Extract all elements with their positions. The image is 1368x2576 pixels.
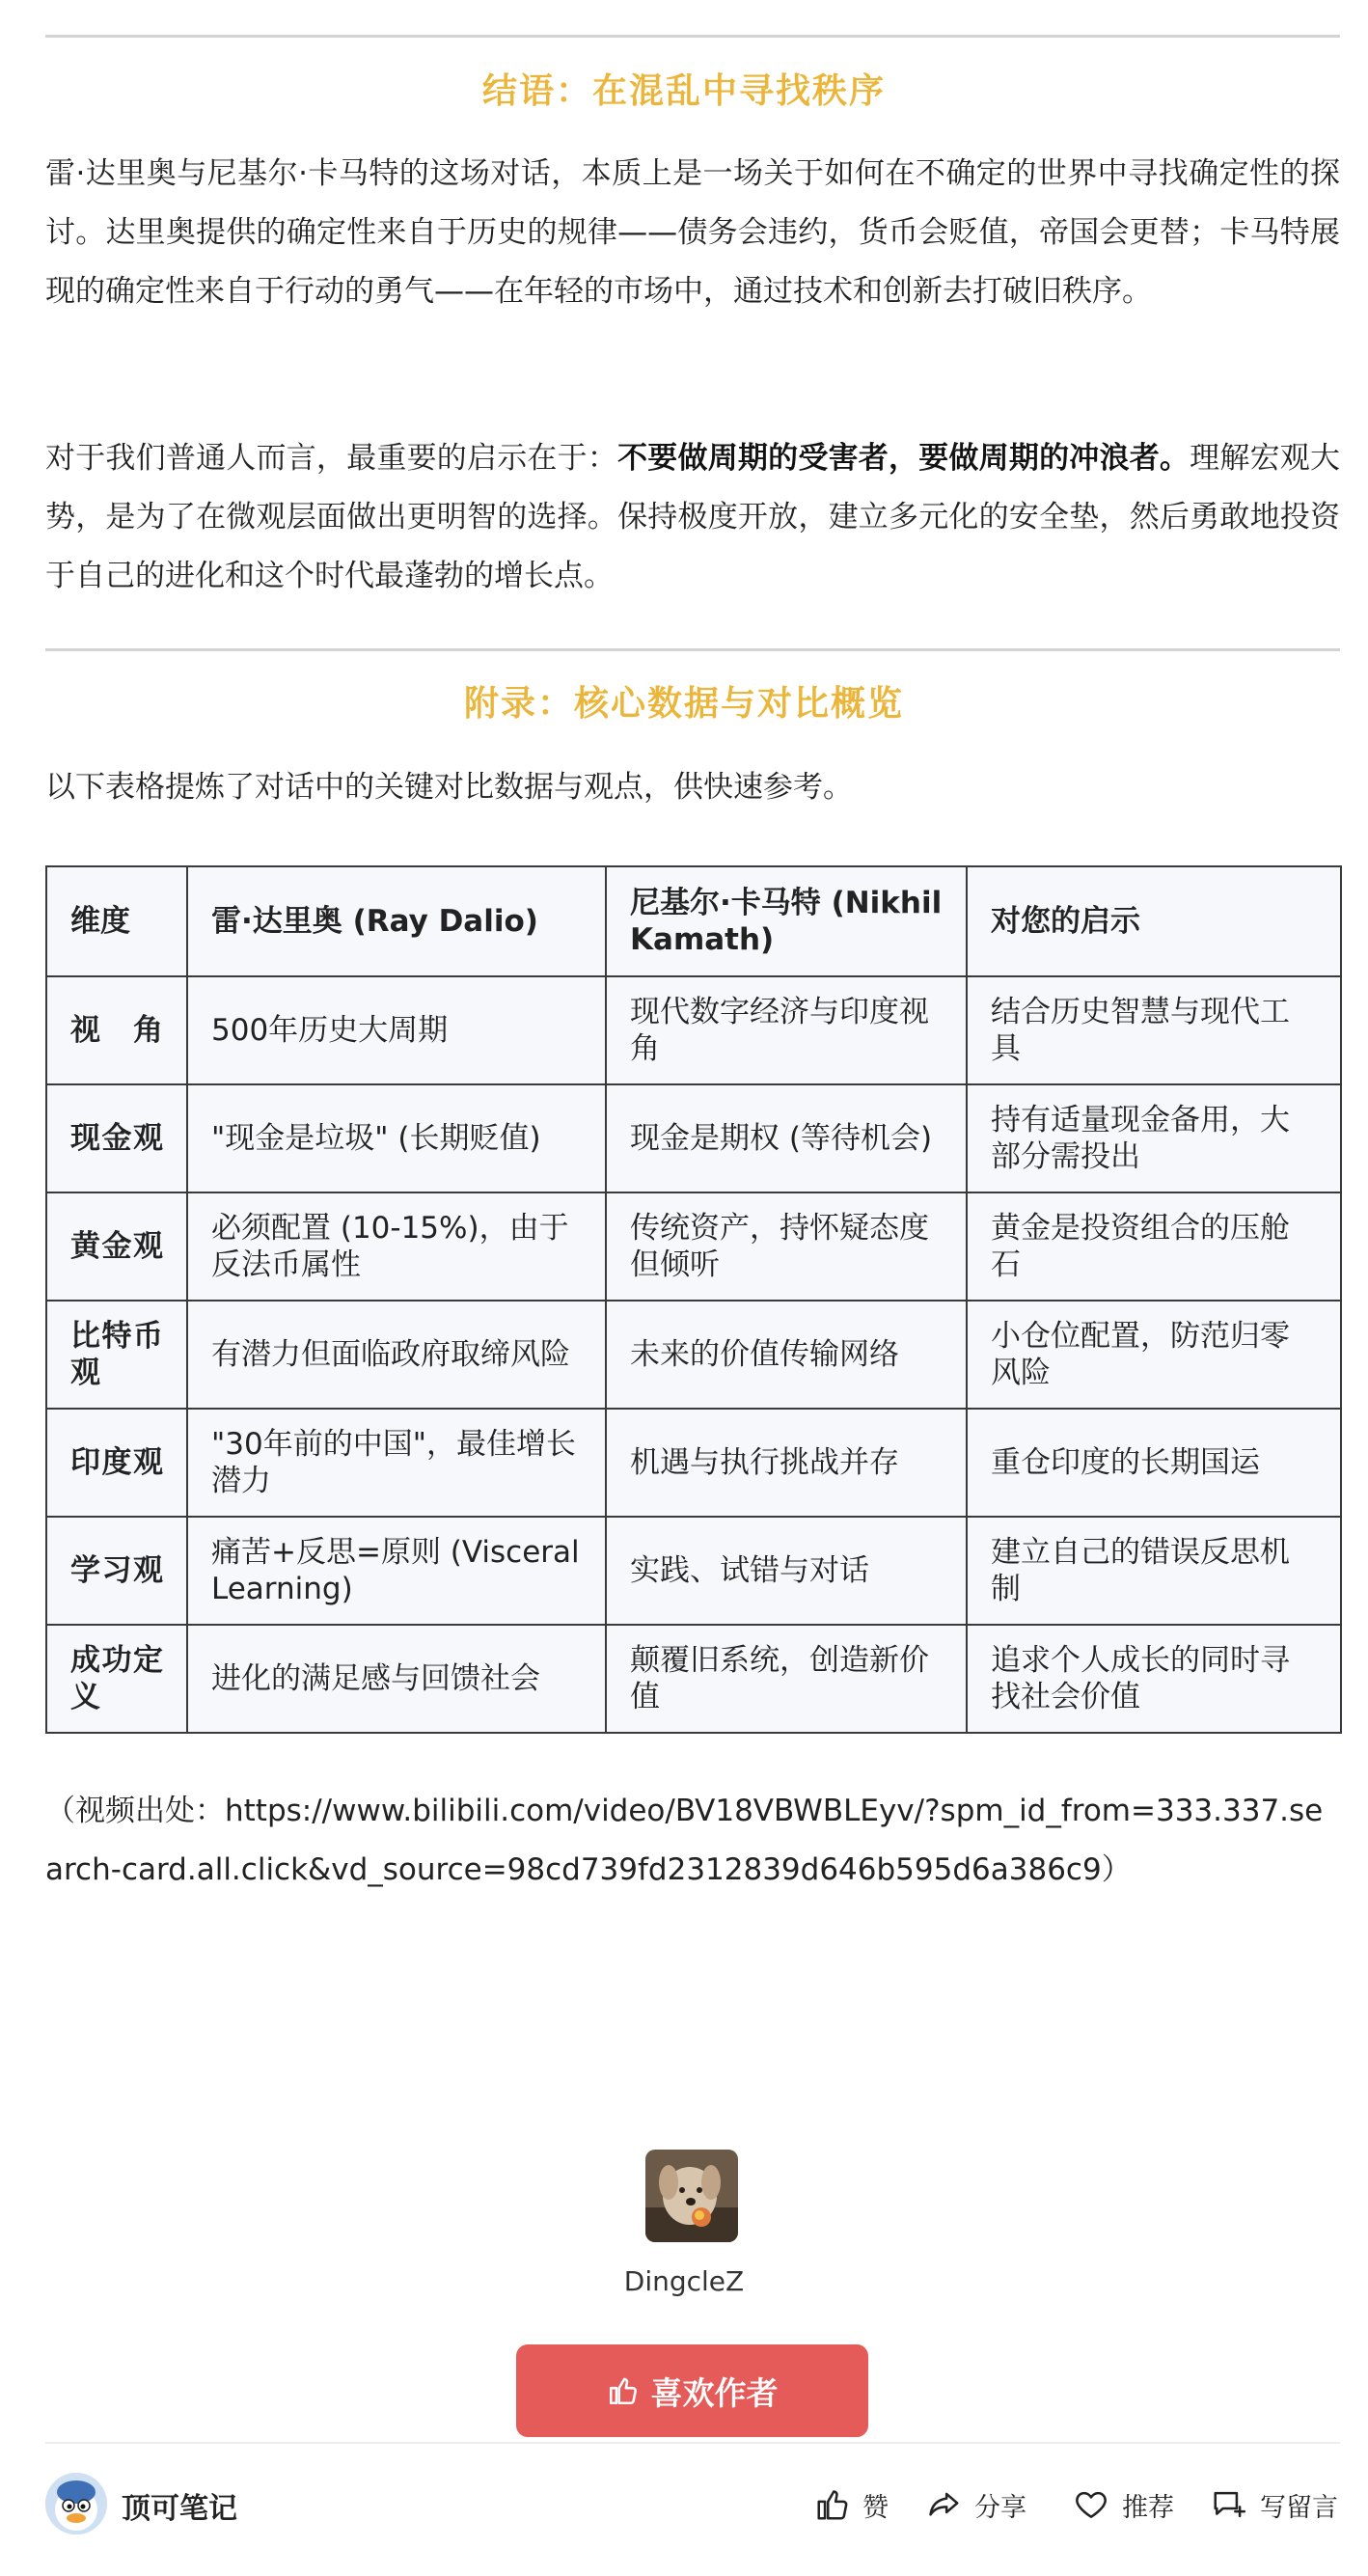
row-dalio: 进化的满足感与回馈社会 xyxy=(187,1625,606,1733)
paragraph-lead: 对于我们普通人而言，最重要的启示在于： xyxy=(45,441,618,476)
comment-label: 写留言 xyxy=(1260,2492,1338,2523)
appendix-intro: 以下表格提炼了对话中的关键对比数据与观点，供快速参考。 xyxy=(45,770,853,805)
row-insight: 小仓位配置，防范归零风险 xyxy=(967,1301,1341,1409)
like-author-label: 喜欢作者 xyxy=(650,2373,779,2412)
row-kamath: 实践、试错与对话 xyxy=(606,1517,967,1625)
like-author-button[interactable] xyxy=(516,2344,868,2437)
share-icon xyxy=(924,2486,963,2523)
conclusion-paragraph-2 xyxy=(45,429,1340,606)
author-avatar[interactable] xyxy=(645,2150,738,2242)
row-dimension: 学习观 xyxy=(46,1517,187,1625)
comment-button[interactable] xyxy=(1210,2480,1338,2529)
row-insight: 持有适量现金备用，大部分需投出 xyxy=(967,1084,1341,1192)
table-row xyxy=(46,1625,1341,1733)
conclusion-title: 结语：在混乱中寻找秩序 xyxy=(481,71,886,111)
header-insight: 对您的启示 xyxy=(967,866,1341,976)
row-kamath: 现代数字经济与印度视角 xyxy=(606,976,967,1084)
row-dalio: "30年前的中国"，最佳增长潜力 xyxy=(187,1409,606,1517)
key-insight: 不要做周期的受害者，要做周期的冲浪者。 xyxy=(617,441,1190,476)
recommend-button[interactable] xyxy=(1072,2480,1174,2529)
row-dimension: 比特币观 xyxy=(46,1301,187,1409)
table-row xyxy=(46,1409,1341,1517)
row-dalio: 有潜力但面临政府取缔风险 xyxy=(187,1301,606,1409)
bottom-bar xyxy=(0,2444,1368,2576)
header-kamath: 尼基尔·卡马特 (Nikhil Kamath) xyxy=(606,866,967,976)
row-dalio: 500年历史大周期 xyxy=(187,976,606,1084)
paragraph-rest: 理解宏观大势，是为了在微观层面做出更明智的选择。保持极度开放，建立多元化的安全垫，然后勇敢地投资于自己的进化和这个时代最蓬勃的增长点。 xyxy=(45,441,1341,593)
row-insight: 追求个人成长的同时寻找社会价值 xyxy=(967,1625,1341,1733)
table-row xyxy=(46,1084,1341,1192)
divider xyxy=(45,35,1340,38)
row-kamath: 机遇与执行挑战并存 xyxy=(606,1409,967,1517)
table-row xyxy=(46,1517,1341,1625)
header-dalio: 雷·达里奥 (Ray Dalio) xyxy=(187,866,606,976)
conclusion-paragraph-1: 雷·达里奥与尼基尔·卡马特的这场对话，本质上是一场关于如何在不确定的世界中寻找确定性的探讨。达里奥提供的确定性来自于历史的规律——债务会违约，货币会贬值，帝国会更替；卡马特展现的确定性来自于行动的勇气——在年轻的市场中，通过技术和创新去打破旧秩序。 xyxy=(45,156,1340,309)
row-dimension: 视角 xyxy=(46,976,187,1084)
author-name[interactable]: DingcleZ xyxy=(623,2265,745,2297)
row-insight: 黄金是投资组合的压舱石 xyxy=(967,1192,1341,1301)
comment-icon xyxy=(1210,2486,1248,2523)
row-kamath: 未来的价值传输网络 xyxy=(606,1301,967,1409)
row-dimension: 现金观 xyxy=(46,1084,187,1192)
row-insight: 结合历史智慧与现代工具 xyxy=(967,976,1341,1084)
share-label: 分享 xyxy=(974,2492,1026,2523)
like-label: 赞 xyxy=(862,2492,889,2523)
like-button[interactable] xyxy=(814,2480,889,2529)
appendix-title: 附录：核心数据与对比概览 xyxy=(463,684,904,724)
table-row xyxy=(46,1192,1341,1301)
brand-name[interactable]: 顶可笔记 xyxy=(122,2492,237,2526)
thumbs-up-icon xyxy=(814,2486,851,2523)
dog-avatar-icon xyxy=(645,2150,738,2242)
row-dimension: 印度观 xyxy=(46,1409,187,1517)
row-insight: 建立自己的错误反思机制 xyxy=(967,1517,1341,1625)
row-kamath: 传统资产，持怀疑态度但倾听 xyxy=(606,1192,967,1301)
recommend-label: 推荐 xyxy=(1122,2492,1174,2523)
divider xyxy=(45,648,1340,651)
heart-icon xyxy=(1072,2486,1110,2523)
brand-avatar[interactable] xyxy=(45,2473,107,2535)
row-dimension: 黄金观 xyxy=(46,1192,187,1301)
table-row xyxy=(46,1301,1341,1409)
header-dimension: 维度 xyxy=(46,866,187,976)
share-button[interactable] xyxy=(924,2480,1026,2529)
row-dalio: "现金是垃圾" (长期贬值) xyxy=(187,1084,606,1192)
row-kamath: 现金是期权 (等待机会) xyxy=(606,1084,967,1192)
thumbs-up-icon xyxy=(607,2374,640,2407)
duck-logo-icon xyxy=(45,2473,107,2535)
table-header-row xyxy=(46,866,1341,976)
row-dimension: 成功定义 xyxy=(46,1625,187,1733)
row-kamath: 颠覆旧系统，创造新价值 xyxy=(606,1625,967,1733)
comparison-table xyxy=(45,865,1342,1734)
table-row xyxy=(46,976,1341,1084)
row-dalio: 痛苦+反思=原则 (Visceral Learning) xyxy=(187,1517,606,1625)
row-insight: 重仓印度的长期国运 xyxy=(967,1409,1341,1517)
video-source[interactable]: （视频出处：https://www.bilibili.com/video/BV18VBWBLEyv/?spm_id_from=333.337.search-card.all.click&vd_source=98cd739fd2312839d646b595d6a386c9） xyxy=(45,1794,1324,1887)
row-dalio: 必须配置 (10-15%)，由于反法币属性 xyxy=(187,1192,606,1301)
